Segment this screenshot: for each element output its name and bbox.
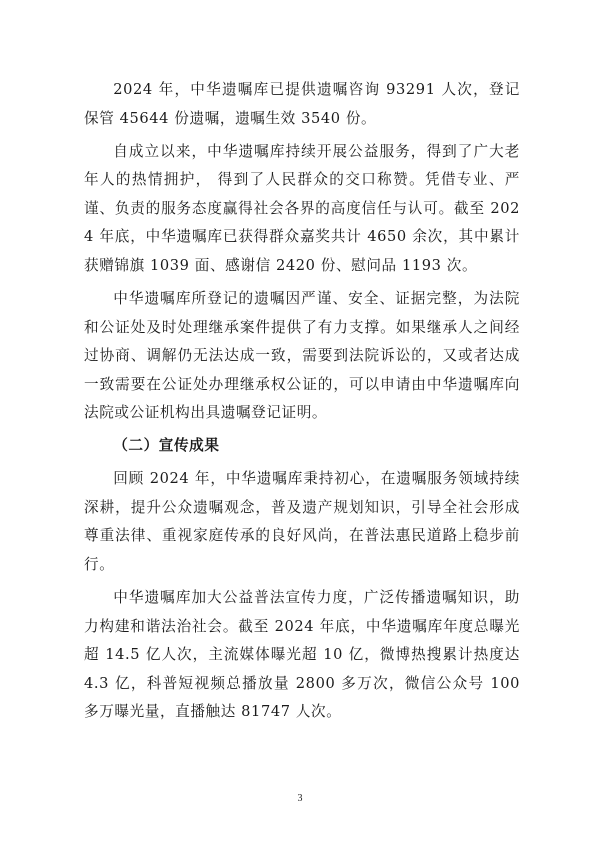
paragraph-public-service: 自成立以来，中华遗嘱库持续开展公益服务，得到了广大老年人的热情拥护， 得到了人民群众的交口称赞。凭借专业、严谨、负责的服务态度赢得社会各界的高度信任与认可。截至 2024 年底，中华遗嘱库已获得群众嘉奖共计 4650 余次，其中累计获赠锦旗 1039 面、感谢信 2420 份、慰问品 1193 次。 <box>84 142 520 274</box>
paragraph-legal-support: 中华遗嘱库所登记的遗嘱因严谨、安全、证据完整，为法院和公证处及时处理继承案件提供了有力支撑。如果继承人之间经过协商、调解仍无法达成一致，需要到法院诉讼的，又或者达成一致需要在公证处办理继承权公证的，可以申请由中华遗嘱库向法院或公证机构出具遗嘱登记证明。 <box>84 289 520 422</box>
page-number: 3 <box>297 793 303 804</box>
paragraph-statistics: 2024 年，中华遗嘱库已提供遗嘱咨询 93291 人次，登记保管 45644 份遗嘱，遗嘱生效 3540 份。 <box>84 81 520 127</box>
section-heading: （二）宣传成果 <box>113 437 220 455</box>
paragraph-review: 回顾 2024 年，中华遗嘱库秉持初心，在遗嘱服务领域持续深耕，提升公众遗嘱观念，普及遗产规划知识，引导全社会形成尊重法律、重视家庭传承的良好风尚，在普法惠民道路上稳步前行。 <box>84 470 520 574</box>
paragraph-publicity: 中华遗嘱库加大公益普法宣传力度，广泛传播遗嘱知识，助力构建和谐法治社会。截至 2024 年底，中华遗嘱库年度总曝光超 14.5 亿人次，主流媒体曝光超 10 亿，微博热搜累计热度达 4.3 亿，科普短视频总播放量 2800 多万次，微信公众号 100 多万曝光量，直播触达 81747 人次。 <box>84 589 520 721</box>
page-body <box>84 76 520 731</box>
